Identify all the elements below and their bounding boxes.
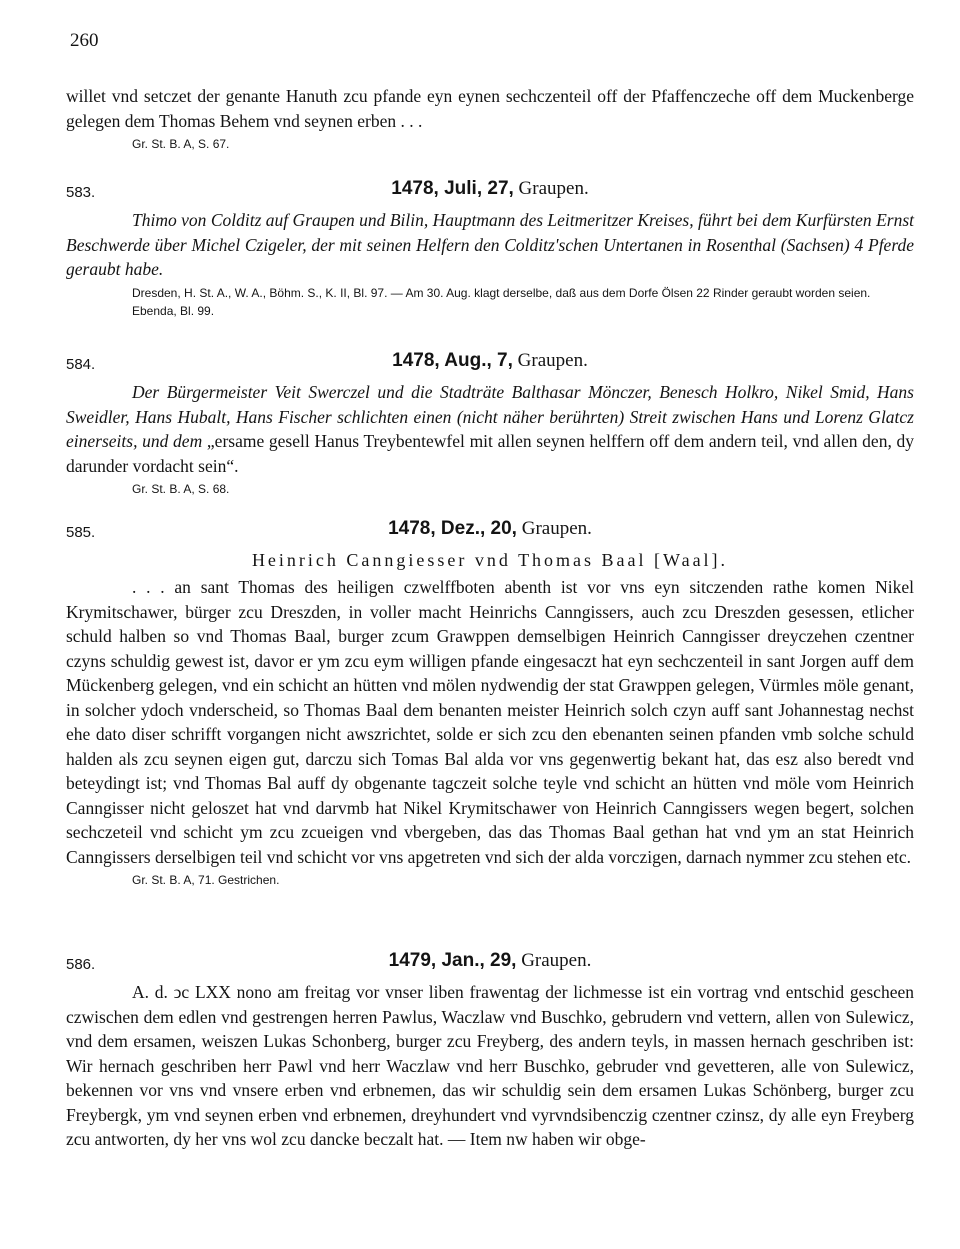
entry-source: Dresden, H. St. A., W. A., Böhm. S., K. II, Bl. 97. — Am 30. Aug. klagt derselbe, daß aus dem Dorfe Ölsen 22 Rinder geraubt worden seien. Ebenda, Bl. 99. [132, 285, 871, 318]
entry-585 [66, 518, 914, 889]
entry-heading [66, 950, 914, 980]
entry-quote: „ersame gesell Hanus Treybentewfel mit allen seynen helffern off dem andern teil, vnd allen den, dy darunder vordacht sein“. [66, 431, 915, 476]
entry-number: 583. [66, 184, 96, 201]
entry-regest: Der Bürgermeister Veit Swerczel und die Stadträte Balthasar Mönczer, Benesch Holkro, Nikel Smid, Hans Sweidler, Hans Hubalt, Hans Fischer schlichten einen (nicht näher berührten) Streit zwischen Hans und Lorenz Glatcz einerseits, und dem [66, 382, 914, 451]
entry-date: 1478, Dez., 20, [388, 518, 517, 539]
entry-regest: Thimo von Colditz auf Graupen und Bilin, Hauptmann des Leitmeritzer Kreises, führt bei dem Kurfürsten Ernst Beschwerde über Michel Czigeler, der mit seinen Helfern den Colditz'schen Untertanen in Rosenthal (Sachsen) 4 Pferde geraubt habe. [66, 210, 914, 279]
entry-text: A. d. ↄc LXX nono am freitag vor vnser liben frawentag der lichmesse ist ein vortrag vnd entschid gescheen czwischen dem edlen vnd gestrengen herren Pawlus, Waczlaw vnd Buschko, gebrudern vnd vettern, allen von Sulewicz, vnd dem ersamen, weiszen Lukas Schonberg, burger zcu Freyberg, des andern teyls, in massen hernach geschriben ist: Wir hernach geschriben herr Pawl vnd herr Waczlaw vnd herr Buschko, gebruder vnd gevetteren, alle von Sulewicz, bekennen vor vns vnd vnsere erben vnd erbnemen, das wir schuldig sein dem ersamen Lukas Schönberg, burger zcu Freybergk, ym vnd seynen erben vnd erbnemen, dreyhundert vnd vyrvndsibenczig czentner czinsz, dy alle eyn Freyberg zcu antworten, dy her vns wol zcu dancke beczalt hat. — Item nw haben wir obge- [66, 982, 914, 1149]
entry-source: Gr. St. B. A, 71. Gestrichen. [132, 873, 280, 887]
entry-heading [66, 350, 914, 380]
entry-date-line [66, 518, 914, 540]
entry-source: Gr. St. B. A, S. 68. [132, 482, 230, 496]
entry-date-line [66, 950, 914, 972]
entry-date: 1478, Juli, 27, [391, 178, 514, 199]
entry-text: . . . an sant Thomas des heiligen czwelffboten abenth ist vor vns eyn sitczenden rathe komen Nikel Krymitschawer, bürger zcu Dreszden, in voller macht Heinrichs Canngissers, auch zcu Dreszden gesessen, etlicher schuld halben so vnd Thomas Baal, burger zcum Grawppen demselbigen Heinrich Canngisser dreyczehen czentner czyns schuldig gewest ist, davor er ym zcu eym willigen pfande eingesaczt hat eyn sechczenteil in sant Jorgen auff dem Mückenberg gelegen, vnd ein schicht an hütten vnd mölen nydwendig der stat Grawppen gelegen, Vürmles möle genant, in solcher ydoch vnderscheid, so Thomas Baal dem benanten meister Heinrich solch czyn auff sant Johannestag nechst ehe dato diser schrifft vorgangen nicht awszrichtet, solde er sich zcu den ebenanten seinen pfanden vmb solche schuld halden als zcu seynen eigen gut, darczu sich Tomas Bal alda vor vns gegenwertig bekant hat, das esz also beredt vnd beteydingt ist; vnd Thomas Bal auff dy obgenante tagczeit solche teyle vnd schicht an hütten vnd möle vom Heinrich Canngisser nicht geloszet hat vnd darvmb hat Nikel Krymitschawer von Heinrich Canngissers wegen begert, solchen sechczeteil vnd schicht ym zcu zcueigen vnd vbergeben, das das Thomas Baal gethan hat vnd ym an stat Heinrich Canngissers derselbigen teil vnd schicht vor vns apgetreten vnd sich der alda vorczigen, darnach nymmer zcu stehen etc. [66, 577, 914, 867]
entry-heading [66, 518, 914, 548]
entry-place: Graupen. [521, 950, 592, 971]
entry-date-line [66, 350, 914, 372]
page-number: 260 [70, 30, 99, 51]
carryover-section [66, 84, 914, 153]
carryover-source: Gr. St. B. A, S. 67. [132, 137, 230, 151]
entry-number: 586. [66, 956, 96, 973]
entry-583 [66, 178, 914, 320]
entry-place: Graupen. [521, 518, 592, 539]
entry-date: 1479, Jan., 29, [388, 950, 517, 971]
entry-heading [66, 178, 914, 208]
entry-place: Graupen. [517, 350, 588, 371]
entry-place: Graupen. [518, 178, 589, 199]
entry-regest-paragraph [66, 380, 914, 478]
entry-number: 585. [66, 524, 96, 541]
entry-date-line [66, 178, 914, 200]
entry-584 [66, 350, 914, 498]
entry-date: 1478, Aug., 7, [392, 350, 513, 371]
entry-586 [66, 950, 914, 1152]
entry-number: 584. [66, 356, 96, 373]
carryover-text: willet vnd setczet der genante Hanuth zcu pfande eyn eynen sechczenteil off der Pfaffenczeche off dem Muckenberge gelegen dem Thomas Behem vnd seynen erben . . . [66, 86, 914, 131]
entry-subtitle: Heinrich Canngiesser vnd Thomas Baal [Waal]. [251, 550, 729, 570]
